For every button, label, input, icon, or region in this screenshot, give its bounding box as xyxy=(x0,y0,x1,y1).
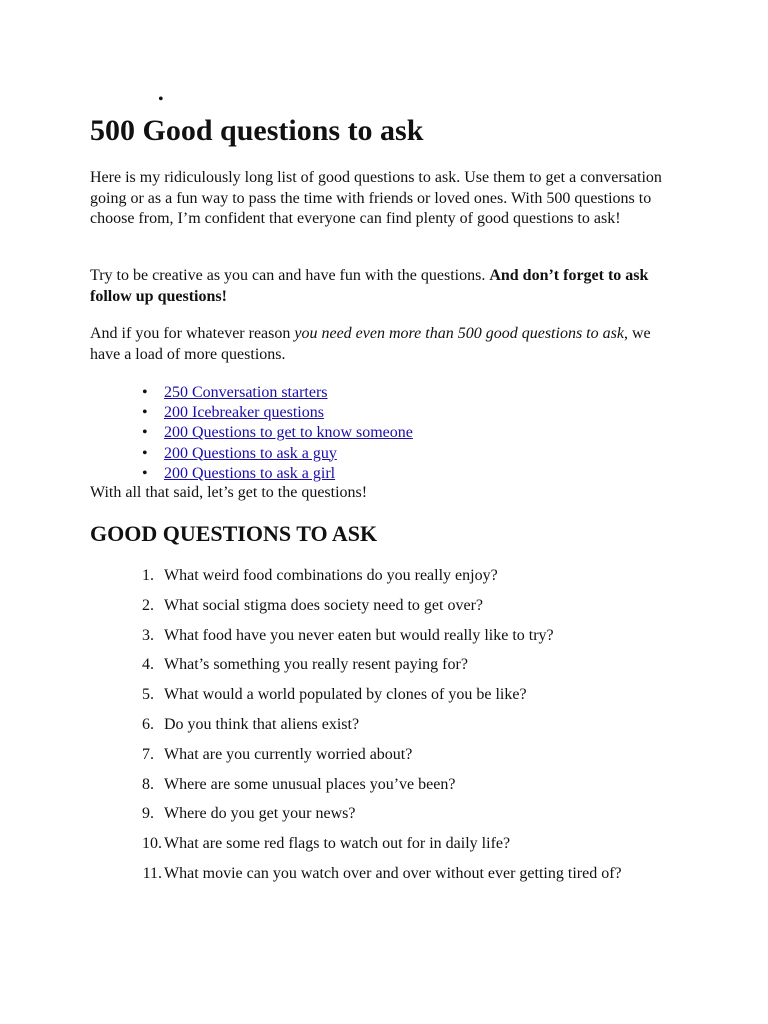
related-links-list xyxy=(90,383,413,484)
bullet-mark: • xyxy=(142,464,148,482)
bullet-mark: • xyxy=(142,424,148,442)
question-item xyxy=(90,715,622,745)
question-number: 4. xyxy=(142,656,154,674)
question-item xyxy=(90,775,622,805)
link-conversation-starters[interactable]: 250 Conversation starters xyxy=(164,384,328,401)
question-text: What movie can you watch over and over without ever getting tired of? xyxy=(164,864,622,882)
intro-paragraph: Here is my ridiculously long list of good questions to ask. Use them to get a conversation going or as a fun way to pass the time with friends or loved ones. With 500 questions to choose from, I’m confident that everyone can find plenty of good questions to ask! xyxy=(90,169,662,227)
question-text: Where are some unusual places you’ve been? xyxy=(164,775,456,793)
question-item xyxy=(90,596,622,626)
question-text: What weird food combinations do you really enjoy? xyxy=(164,567,498,584)
tip-paragraph xyxy=(90,266,670,307)
list-item xyxy=(90,423,413,443)
tip-bold-text: And don’t forget to ask follow up questions! xyxy=(90,267,649,305)
link-questions-ask-guy[interactable]: 200 Questions to ask a guy xyxy=(164,444,337,462)
tip-text: Try to be creative as you can and have fun with the questions. xyxy=(90,267,490,284)
question-number: 8. xyxy=(142,775,154,793)
question-text: Do you think that aliens exist? xyxy=(164,715,360,733)
question-item xyxy=(90,685,622,715)
question-number: 7. xyxy=(142,745,154,763)
bullet-mark: • xyxy=(142,444,148,462)
link-get-to-know-someone[interactable]: 200 Questions to get to know someone xyxy=(164,424,413,442)
list-item xyxy=(90,464,413,484)
transition-paragraph: With all that said, let’s get to the questions! xyxy=(90,484,368,501)
bullet-mark: • xyxy=(142,404,148,422)
bullet-mark: • xyxy=(142,384,148,401)
section-heading: GOOD QUESTIONS TO ASK xyxy=(90,521,378,546)
more-text-italic: you need even more than 500 good questions to ask xyxy=(294,325,624,342)
question-text: What are you currently worried about? xyxy=(164,745,413,763)
question-item xyxy=(90,804,622,834)
question-text: What social stigma does society need to get over? xyxy=(164,596,484,614)
link-questions-ask-girl[interactable]: 200 Questions to ask a girl xyxy=(164,464,336,482)
question-text: Where do you get your news? xyxy=(164,805,356,823)
list-item xyxy=(90,403,413,423)
question-text: What food have you never eaten but would really like to try? xyxy=(164,626,554,644)
question-number: 1. xyxy=(142,567,154,584)
more-text-after: , we have a load of more questions. xyxy=(90,325,651,363)
stray-bullet-mark: • xyxy=(158,91,164,108)
more-questions-paragraph xyxy=(90,324,670,365)
question-item xyxy=(90,834,622,864)
question-item xyxy=(90,655,622,685)
questions-list xyxy=(90,566,622,894)
question-text: What are some red flags to watch out for in daily life? xyxy=(164,835,511,853)
page-title: 500 Good questions to ask xyxy=(90,114,424,147)
question-item xyxy=(90,745,622,775)
question-number: 9. xyxy=(142,805,154,823)
question-item xyxy=(90,626,622,656)
link-icebreaker-questions[interactable]: 200 Icebreaker questions xyxy=(164,404,324,422)
question-number: 2. xyxy=(142,596,154,614)
question-item xyxy=(90,864,622,894)
question-number: 10. xyxy=(142,835,162,853)
question-number: 3. xyxy=(142,626,154,644)
question-text: What would a world populated by clones of you be like? xyxy=(164,686,527,704)
more-text-before: And if you for whatever reason xyxy=(90,325,295,342)
question-number: 11. xyxy=(142,864,162,882)
list-item xyxy=(90,383,413,403)
list-item xyxy=(90,444,413,464)
question-item xyxy=(90,566,622,596)
question-text: What’s something you really resent paying for? xyxy=(164,656,468,674)
question-number: 6. xyxy=(142,715,154,733)
question-number: 5. xyxy=(142,686,154,704)
